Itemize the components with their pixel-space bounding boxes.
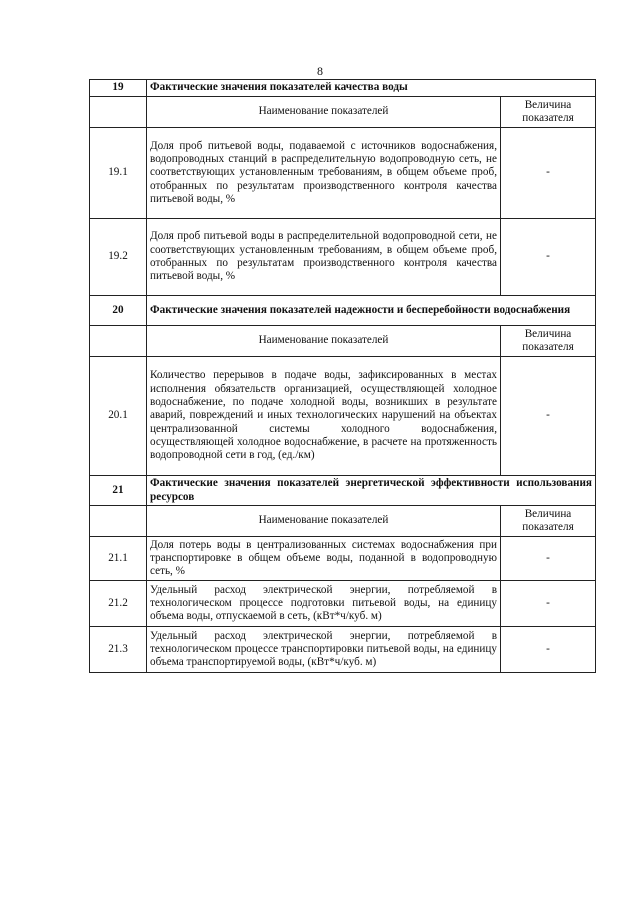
header-name: Наименование показателей xyxy=(147,97,501,128)
header-value: Величина показателя xyxy=(501,97,596,128)
table-row xyxy=(90,627,596,673)
page-number: 8 xyxy=(317,64,323,78)
row-number: 21.2 xyxy=(90,581,147,627)
table-row xyxy=(90,581,596,627)
section-title: Фактические значения показателей энергетической эффективности использования ресурсов xyxy=(147,476,596,506)
row-description: Доля проб питьевой воды, подаваемой с источников водоснабжения, водопроводных станций в распределительную водопроводную сеть, не соответствующих установленным требованиям, в общем объеме проб, отобранных по результатам производственного контроля качества питьевой воды, % xyxy=(147,128,501,219)
header-name: Наименование показателей xyxy=(147,326,501,357)
table-header-row xyxy=(90,506,596,537)
row-value: - xyxy=(501,627,596,673)
row-number: 19.2 xyxy=(90,219,147,296)
header-empty-cell xyxy=(90,97,147,128)
section-number: 20 xyxy=(90,296,147,326)
row-number: 21.1 xyxy=(90,537,147,581)
row-number: 21.3 xyxy=(90,627,147,673)
row-description: Доля проб питьевой воды в распределительной водопроводной сети, не соответствующих установленным требованиям, в общем объеме проб, отобранных по результатам производственного контроля качества питьевой воды, % xyxy=(147,219,501,296)
header-empty-cell xyxy=(90,506,147,537)
table-header-row xyxy=(90,326,596,357)
section-row xyxy=(90,296,596,326)
indicators-table xyxy=(89,79,596,673)
row-value: - xyxy=(501,581,596,627)
row-description: Удельный расход электрической энергии, потребляемой в технологическом процессе подготовки питьевой воды, на единицу объема воды, отпускаемой в сеть, (кВт*ч/куб. м) xyxy=(147,581,501,627)
row-value: - xyxy=(501,537,596,581)
header-empty-cell xyxy=(90,326,147,357)
table-header-row xyxy=(90,97,596,128)
table-row xyxy=(90,357,596,476)
table-row xyxy=(90,537,596,581)
row-number: 20.1 xyxy=(90,357,147,476)
table-row xyxy=(90,219,596,296)
section-title: Фактические значения показателей качества воды xyxy=(147,80,596,97)
row-description: Количество перерывов в подаче воды, зафиксированных в местах исполнения обязательств организацией, осуществляющей холодное водоснабжение, по подаче холодной воды, возникших в результате аварий, повреждений и иных технологических нарушений на объектах централизованной системы холодного водоснабжения, осуществляющей холодное водоснабжение, в расчете на протяженность водопроводной сети в год, (ед./км) xyxy=(147,357,501,476)
table-row xyxy=(90,128,596,219)
row-description: Удельный расход электрической энергии, потребляемой в технологическом процессе транспортировки питьевой воды, на единицу объема транспортируемой воды, (кВт*ч/куб. м) xyxy=(147,627,501,673)
header-value: Величина показателя xyxy=(501,506,596,537)
row-number: 19.1 xyxy=(90,128,147,219)
section-row xyxy=(90,80,596,97)
section-number: 21 xyxy=(90,476,147,506)
section-title: Фактические значения показателей надежности и бесперебойности водоснабжения xyxy=(147,296,596,326)
section-row xyxy=(90,476,596,506)
header-value: Величина показателя xyxy=(501,326,596,357)
row-value: - xyxy=(501,357,596,476)
section-number: 19 xyxy=(90,80,147,97)
row-description: Доля потерь воды в централизованных системах водоснабжения при транспортировке в общем объеме воды, поданной в водопроводную сеть, % xyxy=(147,537,501,581)
header-name: Наименование показателей xyxy=(147,506,501,537)
row-value: - xyxy=(501,128,596,219)
row-value: - xyxy=(501,219,596,296)
